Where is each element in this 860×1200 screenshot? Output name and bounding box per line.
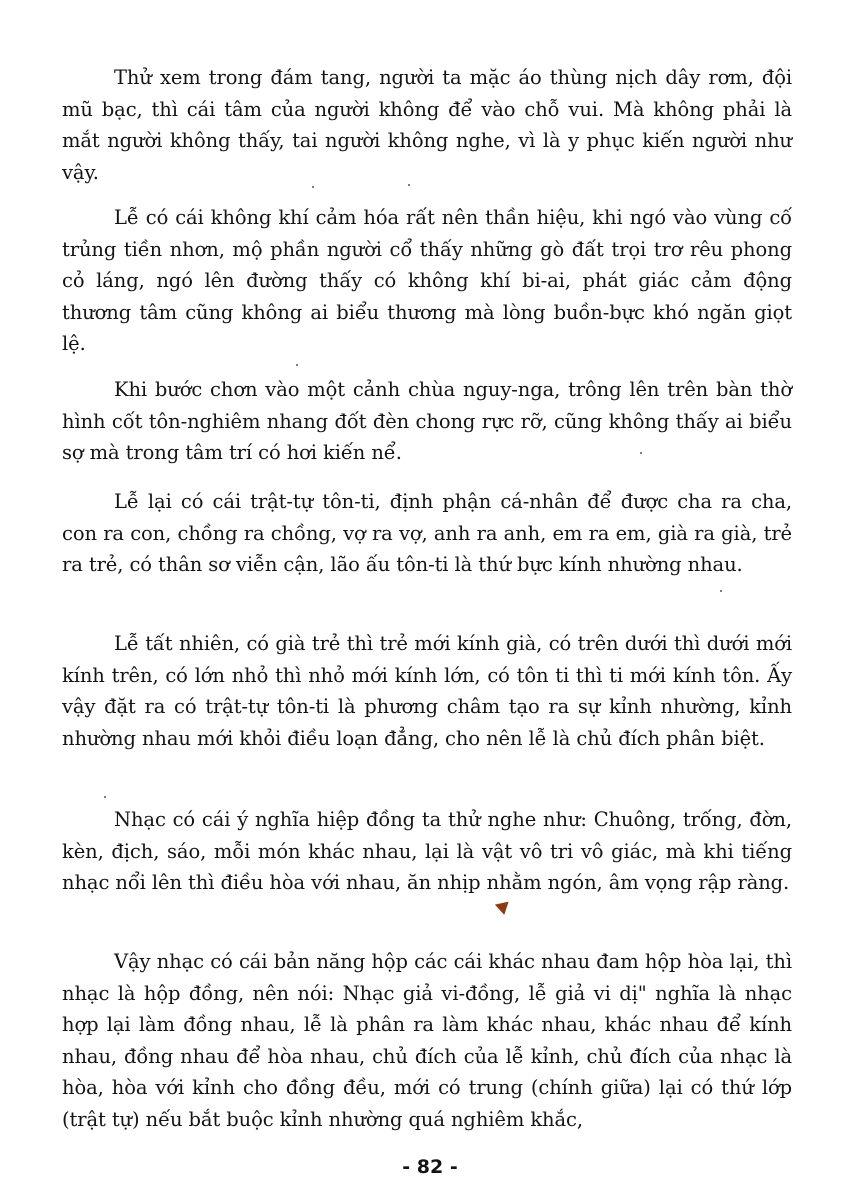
scan-speck [312,186,314,188]
scan-speck [408,184,410,186]
paragraph-music-and-rites: Vậy nhạc có cái bản năng hộp các cái khác nhau đam hộp hòa lại, thì nhạc là hộp đồng, nên nói: Nhạc giả vi-đồng, lễ giả vi dị" nghĩa là nhạc hợp lại làm đồng nhau, lễ là phân ra làm khác nhau, khác nhau để kính nhau, đồng nhau để hòa nhau, chủ đích của lễ kỉnh, chủ đích của nhạc là hòa, hòa với kỉnh cho đồng đều, mới có trung (chính giữa) lại có thứ lớp (trật tự) nếu bắt buộc kỉnh nhường quá nghiêm khắc, [62,950,792,1131]
paragraph-funeral-attire: Thử xem trong đám tang, người ta mặc áo thùng nịch dây rơm, đội mũ bạc, thì cái tâm của người không để vào chỗ vui. Mà không phải là mắt người không thấy, tai người không nghe, vì là y phục kiến người như vậy. [62,66,792,184]
scan-speck [640,452,642,454]
paragraph-social-order: Lễ lại có cái trật-tự tôn-ti, định phận cá-nhân để được cha ra cha, con ra con, chồng ra chồng, vợ ra vợ, anh ra anh, em ra em, già ra già, trẻ ra trẻ, có thân sơ viễn cận, lão ấu tôn-ti là thứ bực kính nhường nhau. [62,490,792,576]
paragraph-respect-hierarchy: Lễ tất nhiên, có già trẻ thì trẻ mới kính già, có trên dưới thì dưới mới kính trên, có lớn nhỏ thì nhỏ mới kính lớn, có tôn ti thì ti mới kính tôn. Ấy vậy đặt ra có trật-tự tôn-ti là phương châm tạo ra sự kỉnh nhường, kỉnh nhường nhau mới khỏi điều loạn đẳng, cho nên lễ là chủ đích phân biệt. [62,632,792,750]
scan-speck [720,590,722,592]
scan-speck [296,364,298,366]
paragraph-ancestral-graves: Lễ có cái không khí cảm hóa rất nên thần hiệu, khi ngó vào vùng cố trủng tiền nhơn, mộ phần người cổ thấy những gò đất trọi trơ rêu phong cỏ láng, ngó lên đường thấy có không khí bi-ai, phát giác cảm động thương tâm cũng không ai biểu thương mà lòng buồn-bực khó ngăn giọt lệ. [62,206,792,355]
paragraph-music-harmony: Nhạc có cái ý nghĩa hiệp đồng ta thử nghe như: Chuông, trống, đờn, kèn, địch, sáo, mỗi món khác nhau, lại là vật vô tri vô giác, mà khi tiếng nhạc nổi lên thì điều hòa với nhau, ăn nhịp nhằm ngón, âm vọng rập ràng. [62,808,792,894]
page-number: - 82 - [402,1156,458,1178]
scan-speck [104,796,106,798]
paragraph-temple-scene: Khi bước chơn vào một cảnh chùa nguy-nga, trông lên trên bàn thờ hình cốt tôn-nghiêm nhang đốt đèn chong rực rỡ, cũng không thấy ai biểu sợ mà trong tâm trí có hơi kiến nể. [62,378,792,464]
ink-spot-mark [495,902,511,917]
